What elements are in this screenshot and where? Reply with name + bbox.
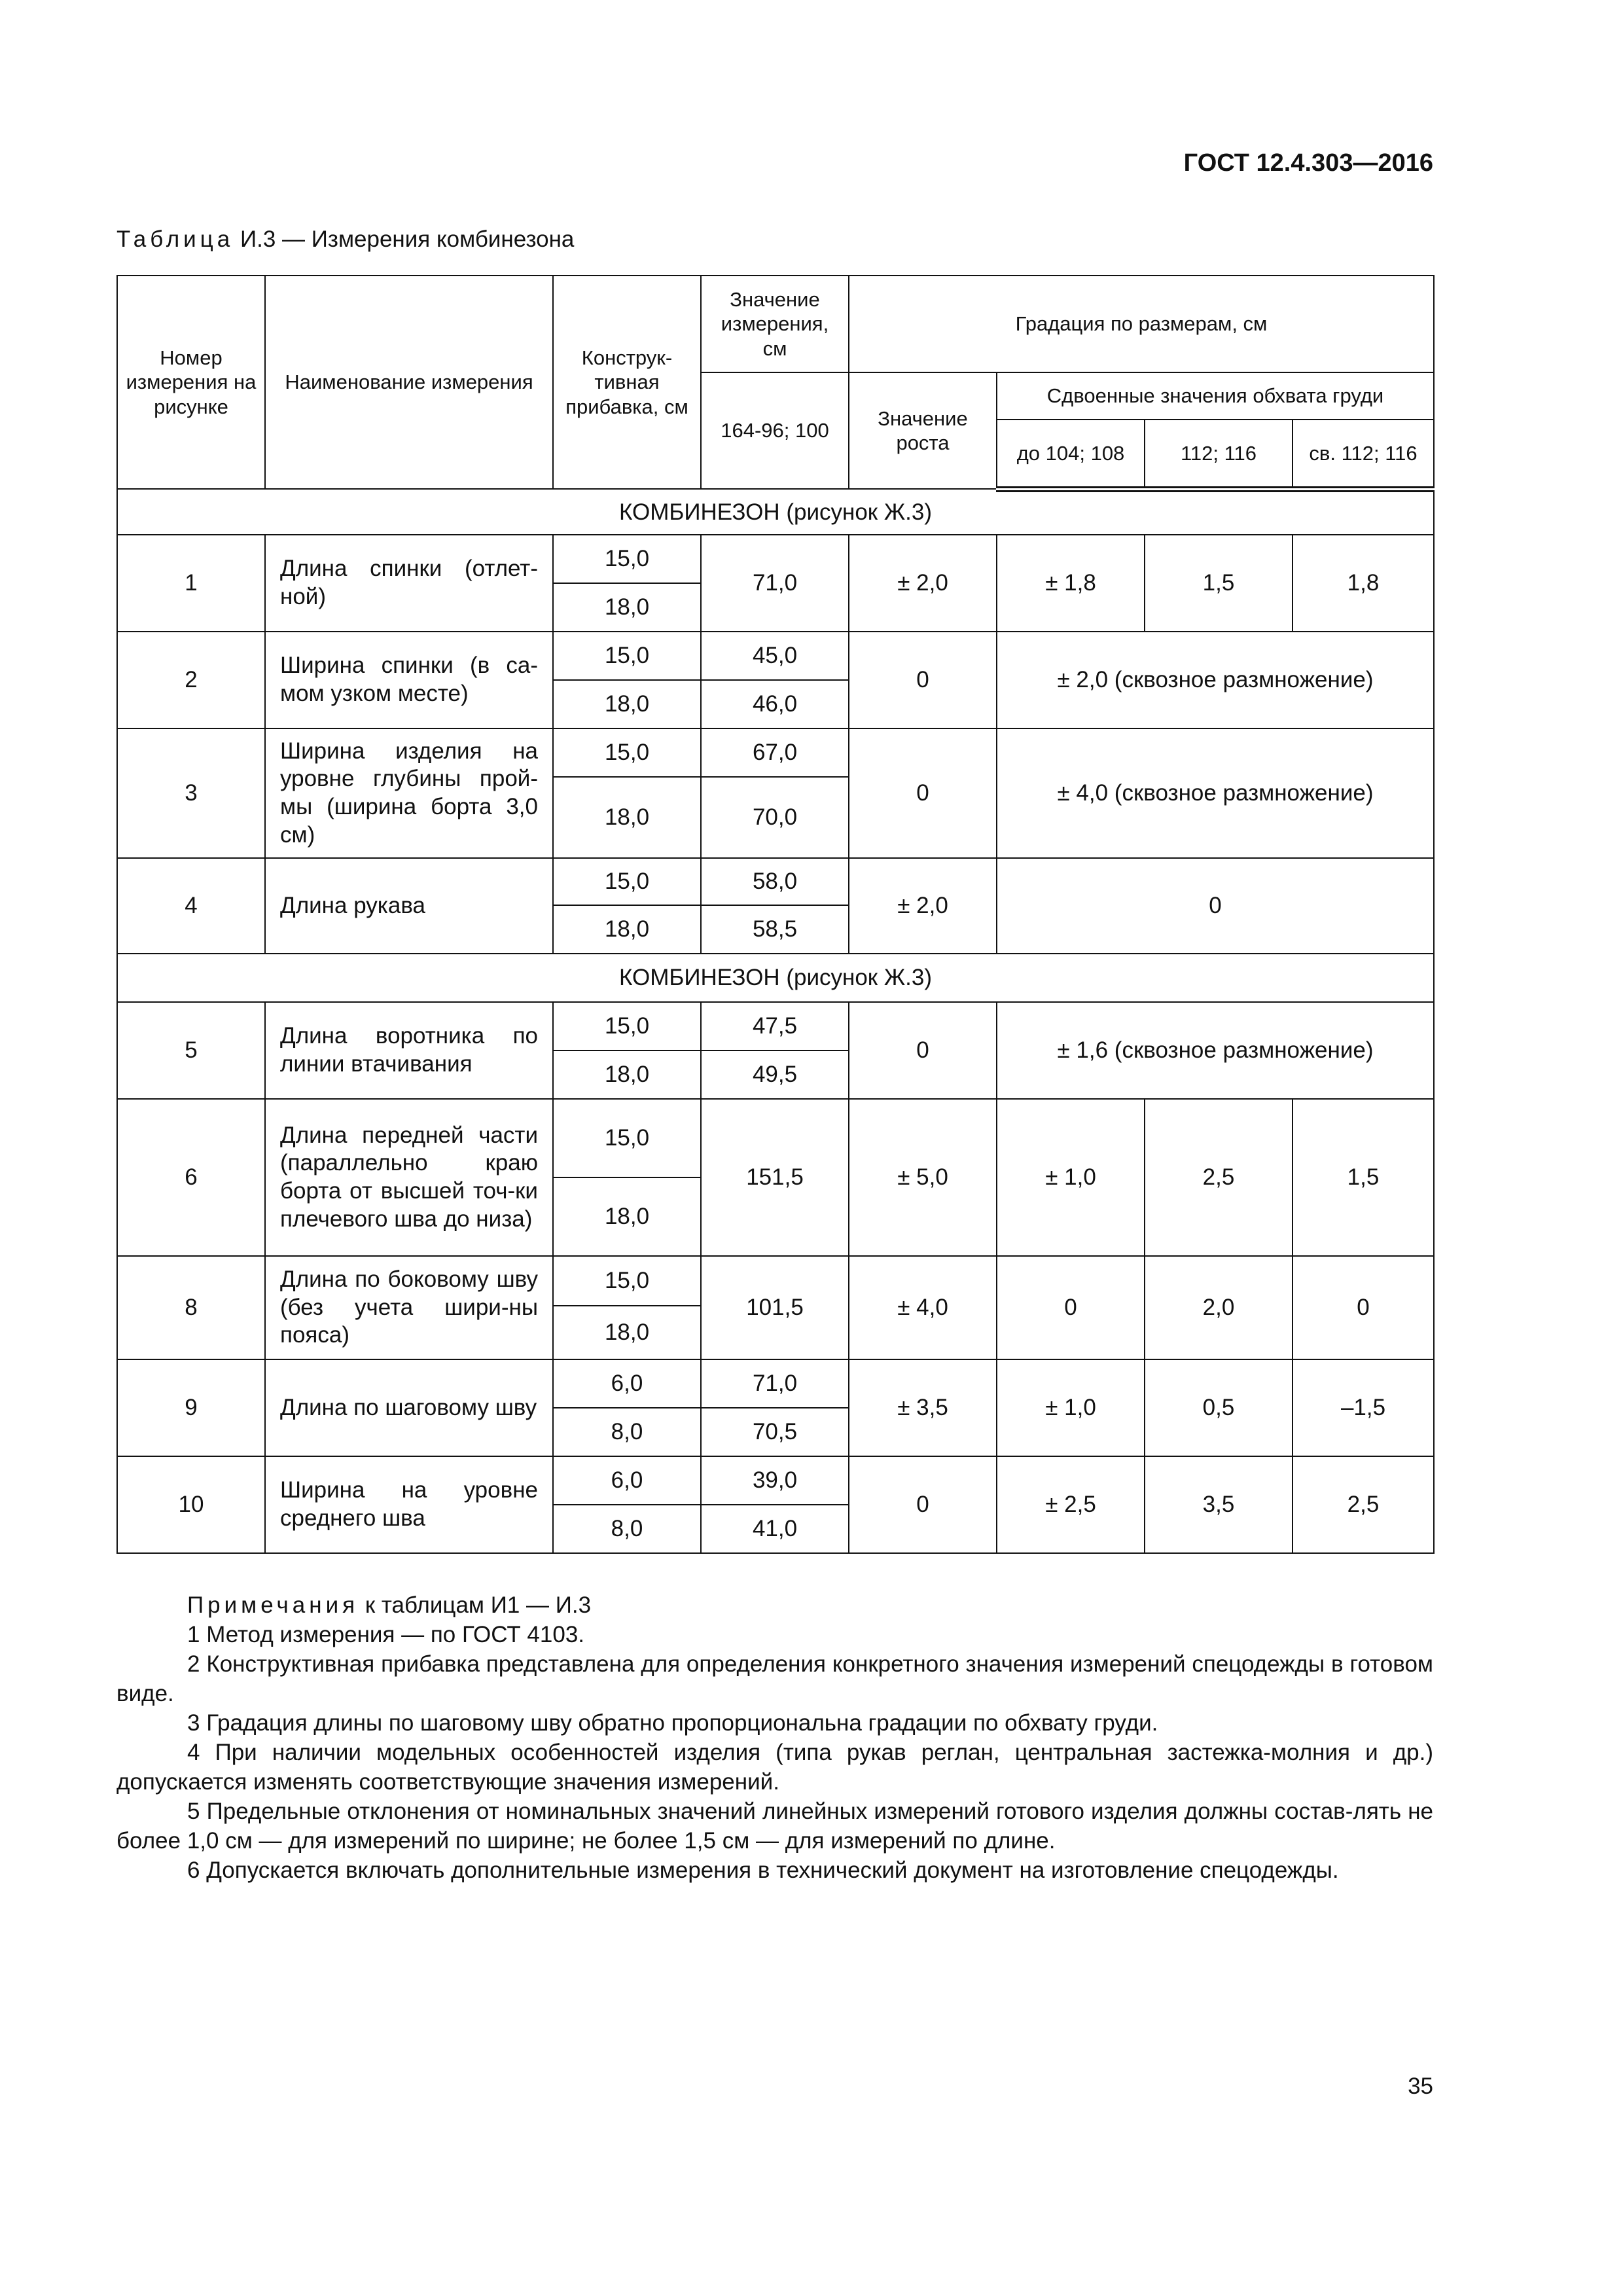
row-allowance: 15,0 (553, 632, 701, 680)
row-bust-2: 2,0 (1145, 1256, 1293, 1359)
col-header-bust: Сдвоенные значения обхвата груди (997, 372, 1434, 420)
table-row (117, 1099, 1434, 1177)
row-height: ± 2,0 (849, 535, 997, 632)
row-bust-1: ± 1,0 (997, 1099, 1145, 1256)
measurements-table (116, 275, 1435, 1554)
table-row (117, 858, 1434, 905)
row-number: 8 (117, 1256, 265, 1359)
row-allowance: 18,0 (553, 1306, 701, 1359)
row-value: 58,5 (701, 905, 849, 954)
row-bust-1: ± 2,5 (997, 1456, 1145, 1553)
row-bust-2: 0,5 (1145, 1359, 1293, 1456)
row-name: Длина по шаговому шву (265, 1359, 553, 1456)
row-height: ± 5,0 (849, 1099, 997, 1256)
row-bust-3: 1,5 (1293, 1099, 1434, 1256)
col-header-bust-2: 112; 116 (1145, 420, 1293, 489)
row-value: 46,0 (701, 680, 849, 728)
table-row (117, 1359, 1434, 1408)
row-allowance: 18,0 (553, 1050, 701, 1099)
row-value: 71,0 (701, 535, 849, 632)
row-number: 2 (117, 632, 265, 728)
row-allowance: 18,0 (553, 905, 701, 954)
row-name: Длина передней части (параллельно краю борта от высшей точ-ки плечевого шва до низа) (265, 1099, 553, 1256)
col-header-name: Наименование измерения (265, 276, 553, 489)
table-row (117, 1256, 1434, 1306)
col-header-bust-1: до 104; 108 (997, 420, 1145, 489)
row-value: 67,0 (701, 728, 849, 777)
row-allowance: 15,0 (553, 858, 701, 905)
row-allowance: 8,0 (553, 1408, 701, 1456)
row-allowance: 8,0 (553, 1505, 701, 1553)
row-value: 47,5 (701, 1002, 849, 1050)
table-row (117, 535, 1434, 583)
row-height: 0 (849, 632, 997, 728)
row-bust-2: 2,5 (1145, 1099, 1293, 1256)
row-height: ± 4,0 (849, 1256, 997, 1359)
note-item: 5 Предельные отклонения от номинальных значений линейных измерений готового изделия должны состав-лять не более 1,0 см — для измерений по ширине; не более 1,5 см — для измерений по длине. (116, 1799, 1433, 1854)
row-bust-merged: 0 (997, 858, 1434, 954)
notes-title-rest: к таблицам И1 — И.3 (365, 1592, 592, 1618)
row-value: 71,0 (701, 1359, 849, 1408)
row-bust-2: 3,5 (1145, 1456, 1293, 1553)
note-item: 2 Конструктивная прибавка представлена для определения конкретного значения измерений спецодежды в готовом виде. (116, 1651, 1433, 1706)
row-bust-1: ± 1,0 (997, 1359, 1145, 1456)
row-number: 9 (117, 1359, 265, 1456)
row-number: 4 (117, 858, 265, 954)
note-item: 4 При наличии модельных особенностей изделия (типа рукав реглан, центральная застежка-молния и др.) допускается изменять соответствующие значения измерений. (116, 1740, 1433, 1795)
row-name: Длина по боковому шву (без учета шири-ны пояса) (265, 1256, 553, 1359)
row-name: Ширина изделия на уровне глубины прой-мы (ширина борта 3,0 см) (265, 728, 553, 858)
page-number: 35 (1408, 2073, 1433, 2099)
notes-title-word: Примечания (187, 1592, 359, 1618)
row-height: 0 (849, 1456, 997, 1553)
row-allowance: 15,0 (553, 728, 701, 777)
table-row (117, 728, 1434, 777)
row-value: 70,0 (701, 777, 849, 858)
notes (116, 1590, 1433, 1885)
row-height: 0 (849, 1002, 997, 1099)
row-number: 6 (117, 1099, 265, 1256)
row-value: 39,0 (701, 1456, 849, 1505)
row-allowance: 18,0 (553, 777, 701, 858)
row-bust-2: 1,5 (1145, 535, 1293, 632)
row-number: 5 (117, 1002, 265, 1099)
col-header-value-size: 164-96; 100 (701, 372, 849, 489)
document-code: ГОСТ 12.4.303—2016 (1183, 149, 1433, 177)
row-name: Длина спинки (отлет-ной) (265, 535, 553, 632)
row-allowance: 6,0 (553, 1359, 701, 1408)
note-item: 1 Метод измерения — по ГОСТ 4103. (187, 1622, 585, 1647)
row-value: 101,5 (701, 1256, 849, 1359)
row-bust-3: 0 (1293, 1256, 1434, 1359)
row-bust-merged: ± 4,0 (сквозное размножение) (997, 728, 1434, 858)
table-row (117, 632, 1434, 680)
table-caption-word: Таблица (116, 226, 234, 252)
row-allowance: 18,0 (553, 1177, 701, 1256)
row-bust-merged: ± 1,6 (сквозное размножение) (997, 1002, 1434, 1099)
row-number: 1 (117, 535, 265, 632)
row-height: ± 2,0 (849, 858, 997, 954)
row-bust-3: 2,5 (1293, 1456, 1434, 1553)
note-item: 6 Допускается включать дополнительные измерения в технический документ на изготовление спецодежды. (187, 1857, 1339, 1883)
row-bust-3: 1,8 (1293, 535, 1434, 632)
note-item: 3 Градация длины по шаговому шву обратно пропорциональна градации по обхвату груди. (187, 1710, 1158, 1736)
table-row (117, 1456, 1434, 1505)
row-allowance: 15,0 (553, 1256, 701, 1306)
row-value: 70,5 (701, 1408, 849, 1456)
row-value: 58,0 (701, 858, 849, 905)
row-bust-3: –1,5 (1293, 1359, 1434, 1456)
row-value: 49,5 (701, 1050, 849, 1099)
row-allowance: 15,0 (553, 535, 701, 583)
row-value: 45,0 (701, 632, 849, 680)
row-allowance: 18,0 (553, 583, 701, 632)
row-value: 151,5 (701, 1099, 849, 1256)
row-name: Ширина спинки (в са-мом узком месте) (265, 632, 553, 728)
row-value: 41,0 (701, 1505, 849, 1553)
row-allowance: 6,0 (553, 1456, 701, 1505)
section-header: КОМБИНЕЗОН (рисунок Ж.3) (117, 954, 1434, 1002)
col-header-bust-3: св. 112; 116 (1293, 420, 1434, 489)
row-bust-merged: ± 2,0 (сквозное размножение) (997, 632, 1434, 728)
row-bust-1: 0 (997, 1256, 1145, 1359)
section-header: КОМБИНЕЗОН (рисунок Ж.3) (117, 489, 1434, 535)
row-name: Ширина на уровне среднего шва (265, 1456, 553, 1553)
row-bust-1: ± 1,8 (997, 535, 1145, 632)
row-allowance: 15,0 (553, 1099, 701, 1177)
row-height: 0 (849, 728, 997, 858)
col-header-height: Значение роста (849, 372, 997, 489)
table-caption (116, 226, 574, 253)
table-row (117, 1002, 1434, 1050)
row-number: 10 (117, 1456, 265, 1553)
table-caption-title: И.3 — Измерения комбинезона (240, 226, 575, 252)
row-name: Длина воротника по линии втачивания (265, 1002, 553, 1099)
col-header-grading: Градация по размерам, см (849, 276, 1434, 372)
notes-title (116, 1590, 1433, 1620)
col-header-number: Номер измерения на рисунке (117, 276, 265, 489)
row-height: ± 3,5 (849, 1359, 997, 1456)
row-allowance: 15,0 (553, 1002, 701, 1050)
col-header-allowance: Конструк-тивная прибавка, см (553, 276, 701, 489)
col-header-value: Значение измерения, см (701, 276, 849, 372)
row-number: 3 (117, 728, 265, 858)
row-allowance: 18,0 (553, 680, 701, 728)
row-name: Длина рукава (265, 858, 553, 954)
